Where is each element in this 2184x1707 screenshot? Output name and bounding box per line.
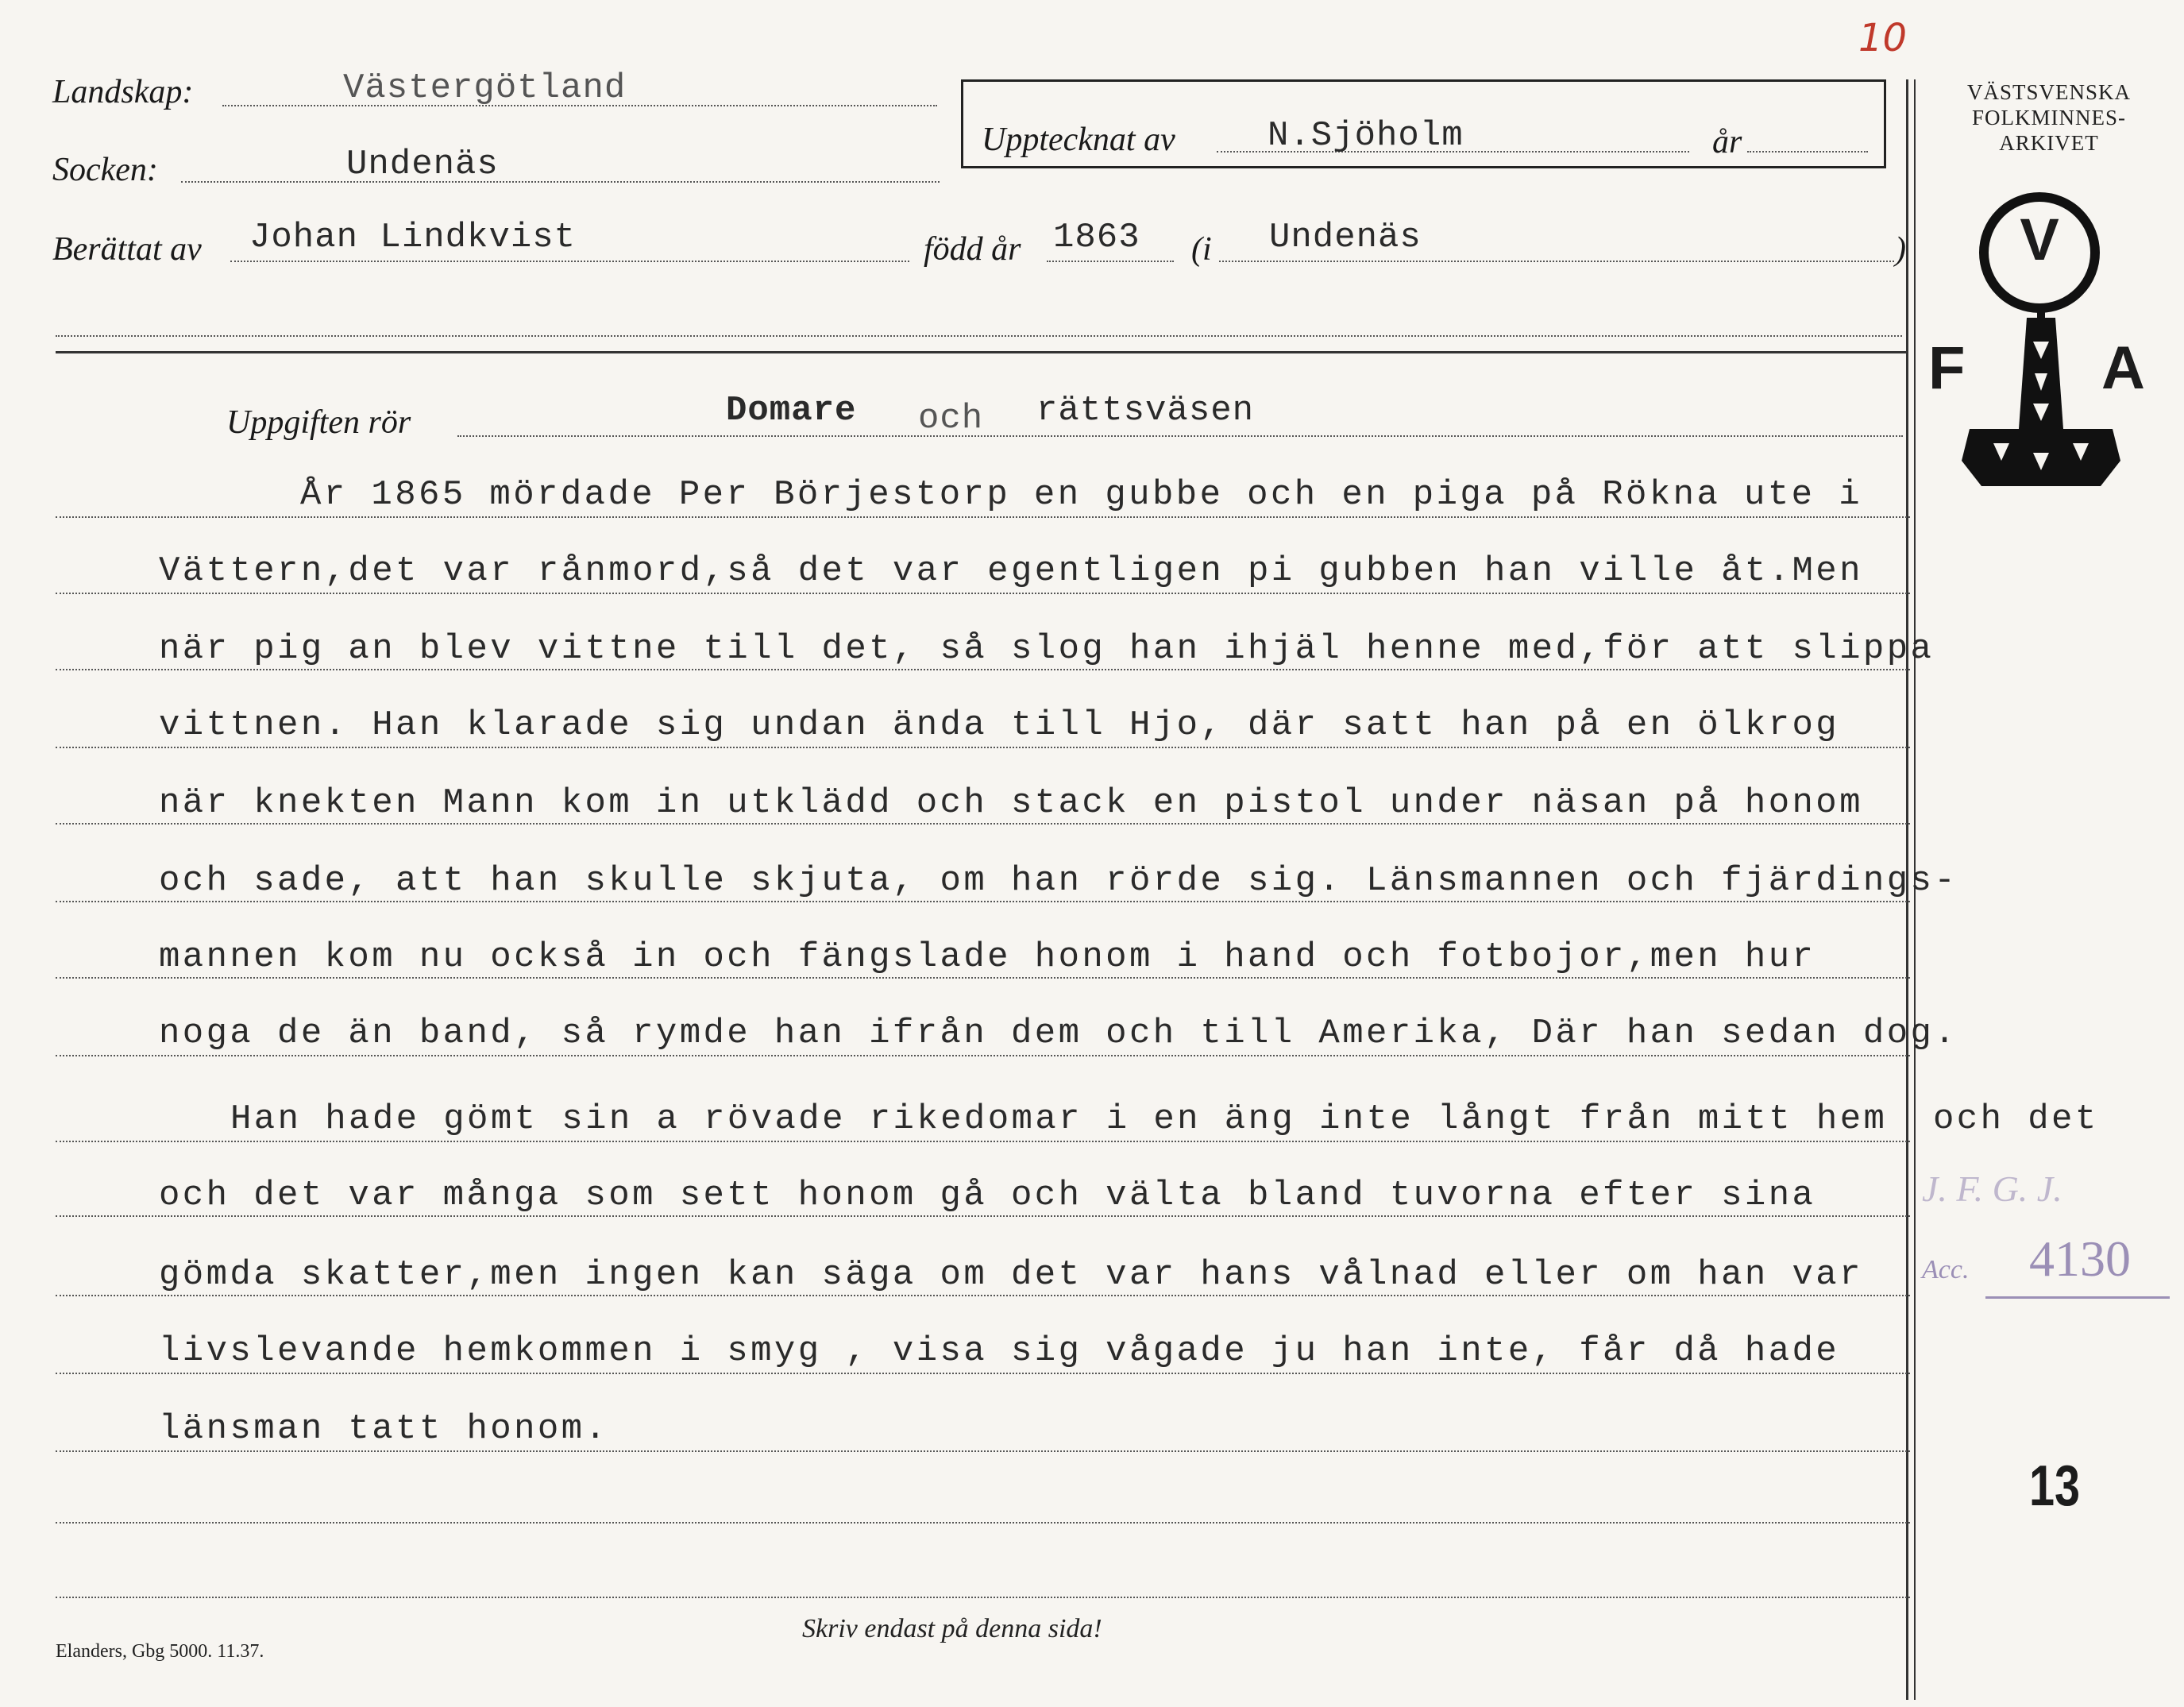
stamp-line1: J. F. G. J. [1922, 1168, 2062, 1209]
body-line-6: och sade, att han skulle skjuta, om han rörde sig. Länsmannen och fjärdings- [159, 861, 1958, 901]
subject-value-1: Domare [726, 391, 857, 431]
i-dotted-line [1219, 261, 1894, 262]
logo-letter-v: V [2020, 207, 2059, 272]
fodd-value: 1863 [1053, 218, 1140, 257]
body-line-4: vittnen. Han klarade sig undan ända till Hjo, där satt han på en ölkrog [159, 705, 1840, 745]
body-line-7: mannen kom nu också in och fängslade honom i hand och fotbojor,men hur [159, 937, 1816, 977]
archive-name [1922, 79, 2176, 156]
body-line-5: när knekten Mann kom in utklädd och stack en pistol under näsan på honom [159, 783, 1863, 823]
body-line-1: År 1865 mördade Per Börjestorp en gubbe och en piga på Rökna ute i [300, 475, 1863, 515]
body-line-8: noga de än band, så rymde han ifrån dem och till Amerika, Där han sedan dog. [159, 1014, 1958, 1053]
page-number: 13 [2029, 1454, 2081, 1518]
socken-dotted-line [181, 181, 940, 183]
handwritten-page-number: 10 [1858, 16, 1908, 60]
body-line-9: Han hade gömt sin a rövade rikedomar i en äng inte långt från mitt hem [230, 1099, 1888, 1139]
subject-dotted-line [457, 435, 1903, 437]
ruled-line-6 [56, 901, 1910, 902]
uppteckn-value: N.Sjöholm [1268, 116, 1464, 156]
ruled-line-14 [56, 1522, 1910, 1524]
ruled-line-7 [56, 977, 1910, 979]
ruled-line-15 [56, 1597, 1910, 1598]
ar-dotted-line [1747, 151, 1868, 153]
ruled-line-11 [56, 1295, 1910, 1296]
i-value: Undenäs [1269, 218, 1422, 257]
uppteckn-label: Upptecknаt av [982, 122, 1175, 158]
body-line-12: livslevande hemkommen i smyg , visa sig vågade ju han inte, får då hade [159, 1331, 1840, 1371]
subject-label: Uppgiften rör [226, 404, 411, 441]
ruled-line-4 [56, 747, 1910, 748]
printer-imprint: Elanders, Gbg 5000. 11.37. [56, 1641, 264, 1662]
subject-value-3: rättsväsen [1036, 391, 1255, 431]
landskap-label: Landskap: [52, 74, 194, 110]
ruled-line-8 [56, 1055, 1910, 1056]
body-line-2: Vättern,det var rånmord,så det var egentligen pi gubben han ville åt.Men [159, 551, 1863, 591]
margin-continuation: och det [1933, 1099, 2099, 1139]
subject-value-2: och [918, 399, 984, 438]
header-rule-dotted [56, 335, 1902, 337]
fodd-label: född år [924, 231, 1021, 268]
i-close-paren: ) [1895, 231, 1906, 268]
ruled-line-2 [56, 593, 1910, 594]
ruled-line-1 [56, 516, 1910, 518]
ruled-line-5 [56, 823, 1910, 825]
ruled-line-3 [56, 669, 1910, 670]
socken-value: Undenäs [346, 145, 499, 184]
ar-label: år [1712, 124, 1742, 160]
stamp-underline [1985, 1296, 2170, 1299]
ruled-line-10 [56, 1215, 1910, 1217]
landskap-value: Västergötland [343, 68, 627, 108]
ruled-line-9 [56, 1141, 1910, 1142]
logo-letter-f: F [1928, 334, 1966, 402]
i-label: (i [1191, 231, 1212, 268]
ruled-line-12 [56, 1373, 1910, 1374]
archive-name-line2: FOLKMINNES- [1971, 106, 2126, 129]
stamp-acc-label: Acc. [1922, 1255, 1970, 1284]
archive-logo [1922, 191, 2160, 500]
fodd-dotted-line [1047, 261, 1174, 262]
berattat-label: Berättat av [52, 231, 202, 268]
archive-name-line3: ARKIVET [1999, 131, 2099, 155]
body-line-13: länsman tatt honom. [159, 1409, 609, 1449]
body-line-3: när pig an blev vittne till det, så slog han ihjäl henne med,för att slippa [159, 629, 1935, 669]
berattat-dotted-line [230, 261, 909, 262]
berattat-value: Johan Lindkvist [249, 218, 577, 257]
socken-label: Socken: [52, 152, 158, 188]
body-line-11: gömda skatter,men ingen kan säga om det var hans vålnad eller om han var [159, 1255, 1863, 1295]
body-line-10: och det var många som sett honom gå och välta bland tuvorna efter sina [159, 1176, 1816, 1215]
header-rule-solid [56, 351, 1906, 353]
stamp-acc-number: 4130 [2029, 1230, 2131, 1287]
footer-instruction: Skriv endast på denna sida! [802, 1614, 1102, 1643]
archive-name-line1: VÄSTSVENSKA [1966, 80, 2132, 104]
ruled-line-13 [56, 1450, 1910, 1452]
logo-letter-a: A [2101, 334, 2145, 402]
